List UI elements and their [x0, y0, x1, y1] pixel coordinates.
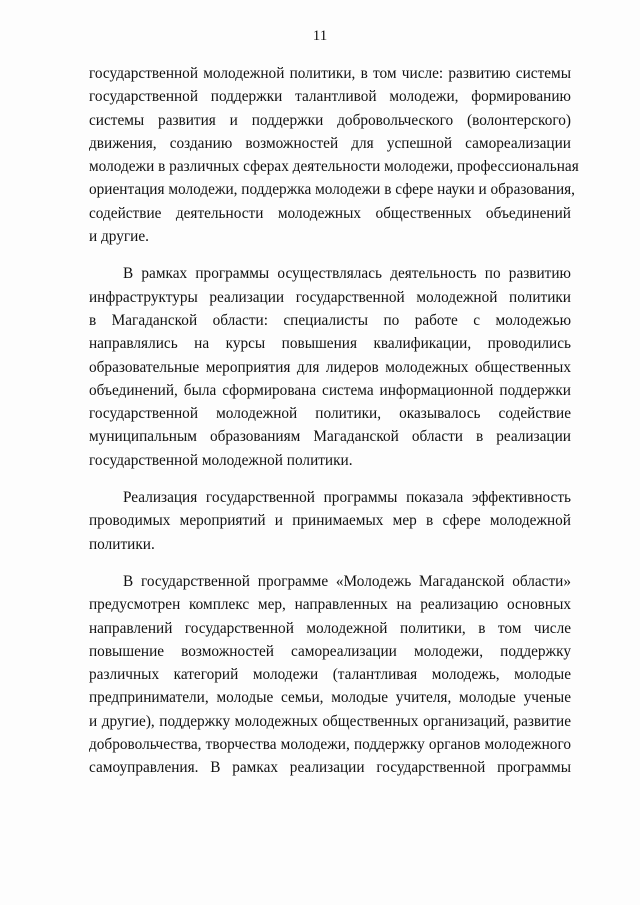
text-line: системы развития и поддержки добровольческого (волонтерского): [89, 111, 571, 129]
text-line: государственной молодежной политики.: [89, 451, 353, 469]
text-line: молодежи в различных сферах деятельности молодежи, профессиональная: [89, 158, 579, 176]
text-line: различных категорий молодежи (талантливая молодежь, молодые: [89, 666, 571, 684]
text-line: проводимых мероприятий и принимаемых мер в сфере молодежной: [89, 512, 571, 530]
page-number: 11: [312, 28, 328, 44]
text-line: объединений, была сформирована система информационной поддержки: [89, 381, 571, 399]
text-line: Реализация государственной программы показала эффективность: [123, 489, 571, 507]
text-line: образовательные мероприятия для лидеров молодежных общественных: [89, 358, 571, 376]
text-line: добровольчества, творчества молодежи, поддержку органов молодежного: [89, 736, 571, 754]
paragraph-4: [89, 570, 571, 780]
text-line: политики.: [89, 535, 155, 553]
text-line: самоуправления. В рамках реализации государственной программы: [89, 759, 571, 777]
text-line: предусмотрен комплекс мер, направленных на реализацию основных: [89, 596, 571, 614]
paragraph-2: [89, 262, 571, 472]
paragraph-3: [89, 486, 571, 556]
text-line: в Магаданской области: специалисты по работе с молодежью: [89, 311, 571, 329]
text-line: и другие), поддержку молодежных общественных организаций, развитие: [89, 712, 571, 730]
text-line: движения, созданию возможностей для успешной самореализации: [89, 134, 571, 152]
text-line: муниципальным образованиям Магаданской области в реализации: [89, 428, 571, 446]
paragraph-1: [89, 62, 579, 248]
text-line: В рамках программы осуществлялась деятельность по развитию: [123, 265, 571, 283]
text-line: предприниматели, молодые семьи, молодые учителя, молодые ученые: [89, 689, 571, 707]
text-line: государственной молодежной политики, в том числе: развитию системы: [89, 65, 571, 82]
text-line: и другие.: [89, 228, 149, 246]
text-line: повышение возможностей самореализации молодежи, поддержку: [89, 642, 571, 660]
body-text: [89, 62, 579, 794]
text-line: государственной поддержки талантливой молодежи, формированию: [89, 88, 571, 106]
text-line: содействие деятельности молодежных общественных объединений: [89, 204, 571, 222]
text-line: инфраструктуры реализации государственной молодежной политики: [89, 288, 571, 306]
text-line: направлялись на курсы повышения квалификации, проводились: [89, 335, 571, 353]
text-line: В государственной программе «Молодежь Магаданской области»: [123, 572, 571, 590]
text-line: направлений государственной молодежной политики, в том числе: [89, 619, 571, 637]
text-line: государственной молодежной политики, оказывалось содействие: [89, 405, 571, 423]
text-line: ориентация молодежи, поддержка молодежи в сфере науки и образования,: [89, 181, 575, 199]
